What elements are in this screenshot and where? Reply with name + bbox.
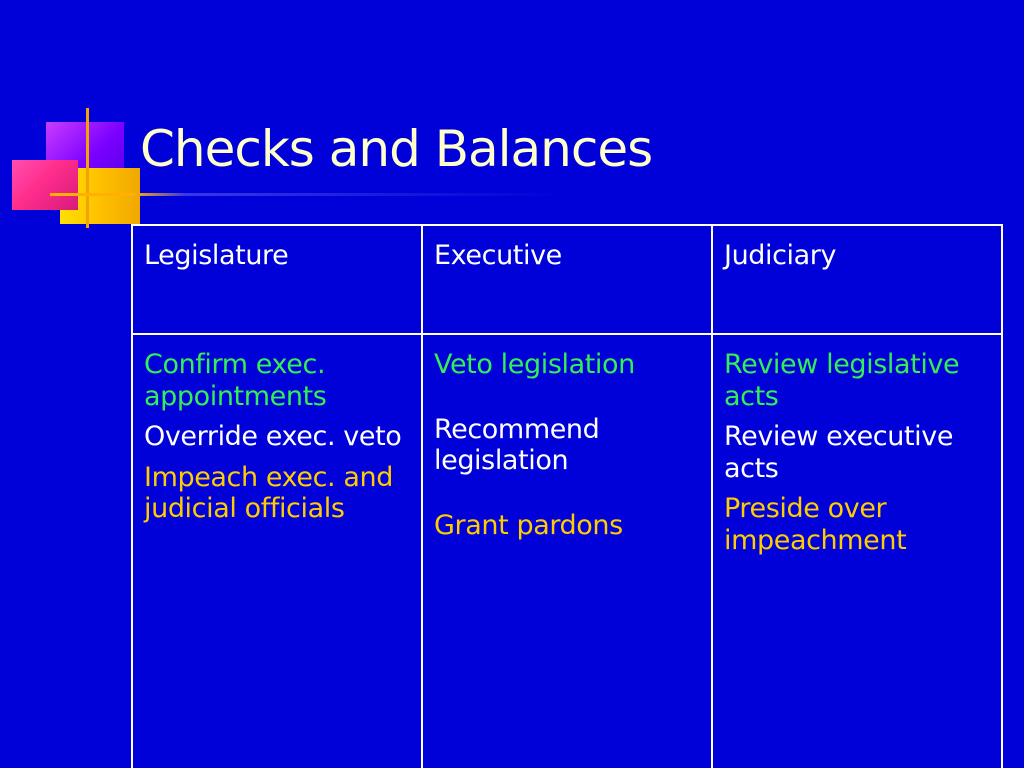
judiciary-item-2: Review executive acts: [724, 421, 954, 484]
header-judiciary: Judiciary: [712, 225, 1002, 334]
vertical-accent-line: [86, 108, 89, 228]
judiciary-item-3: Preside over impeachment: [724, 493, 907, 556]
slide-title: Checks and Balances: [140, 120, 653, 178]
legislature-item-2: Override exec. veto: [144, 421, 402, 453]
table-header-row: [132, 225, 1002, 334]
judiciary-cell: [712, 334, 1002, 768]
legislature-item-3: Impeach exec. and judicial officials: [144, 461, 394, 525]
pink-square-decoration: [12, 160, 78, 210]
checks-balances-table: [131, 224, 1003, 768]
executive-item-3: Grant pardons: [434, 509, 623, 541]
executive-item-2: Recommend legislation: [434, 413, 600, 477]
executive-item-1: Veto legislation: [434, 349, 635, 380]
header-executive: Executive: [422, 225, 712, 334]
legislature-cell: [132, 334, 422, 768]
legislature-item-1: Confirm exec. appointments: [144, 349, 327, 412]
executive-spacer: [434, 390, 701, 414]
header-legislature: Legislature: [132, 225, 422, 334]
executive-cell: [422, 334, 712, 768]
title-underline: [50, 193, 570, 196]
judiciary-item-1: Review legislative acts: [724, 349, 960, 412]
table-body-row: [132, 334, 1002, 768]
executive-spacer: [434, 486, 701, 510]
